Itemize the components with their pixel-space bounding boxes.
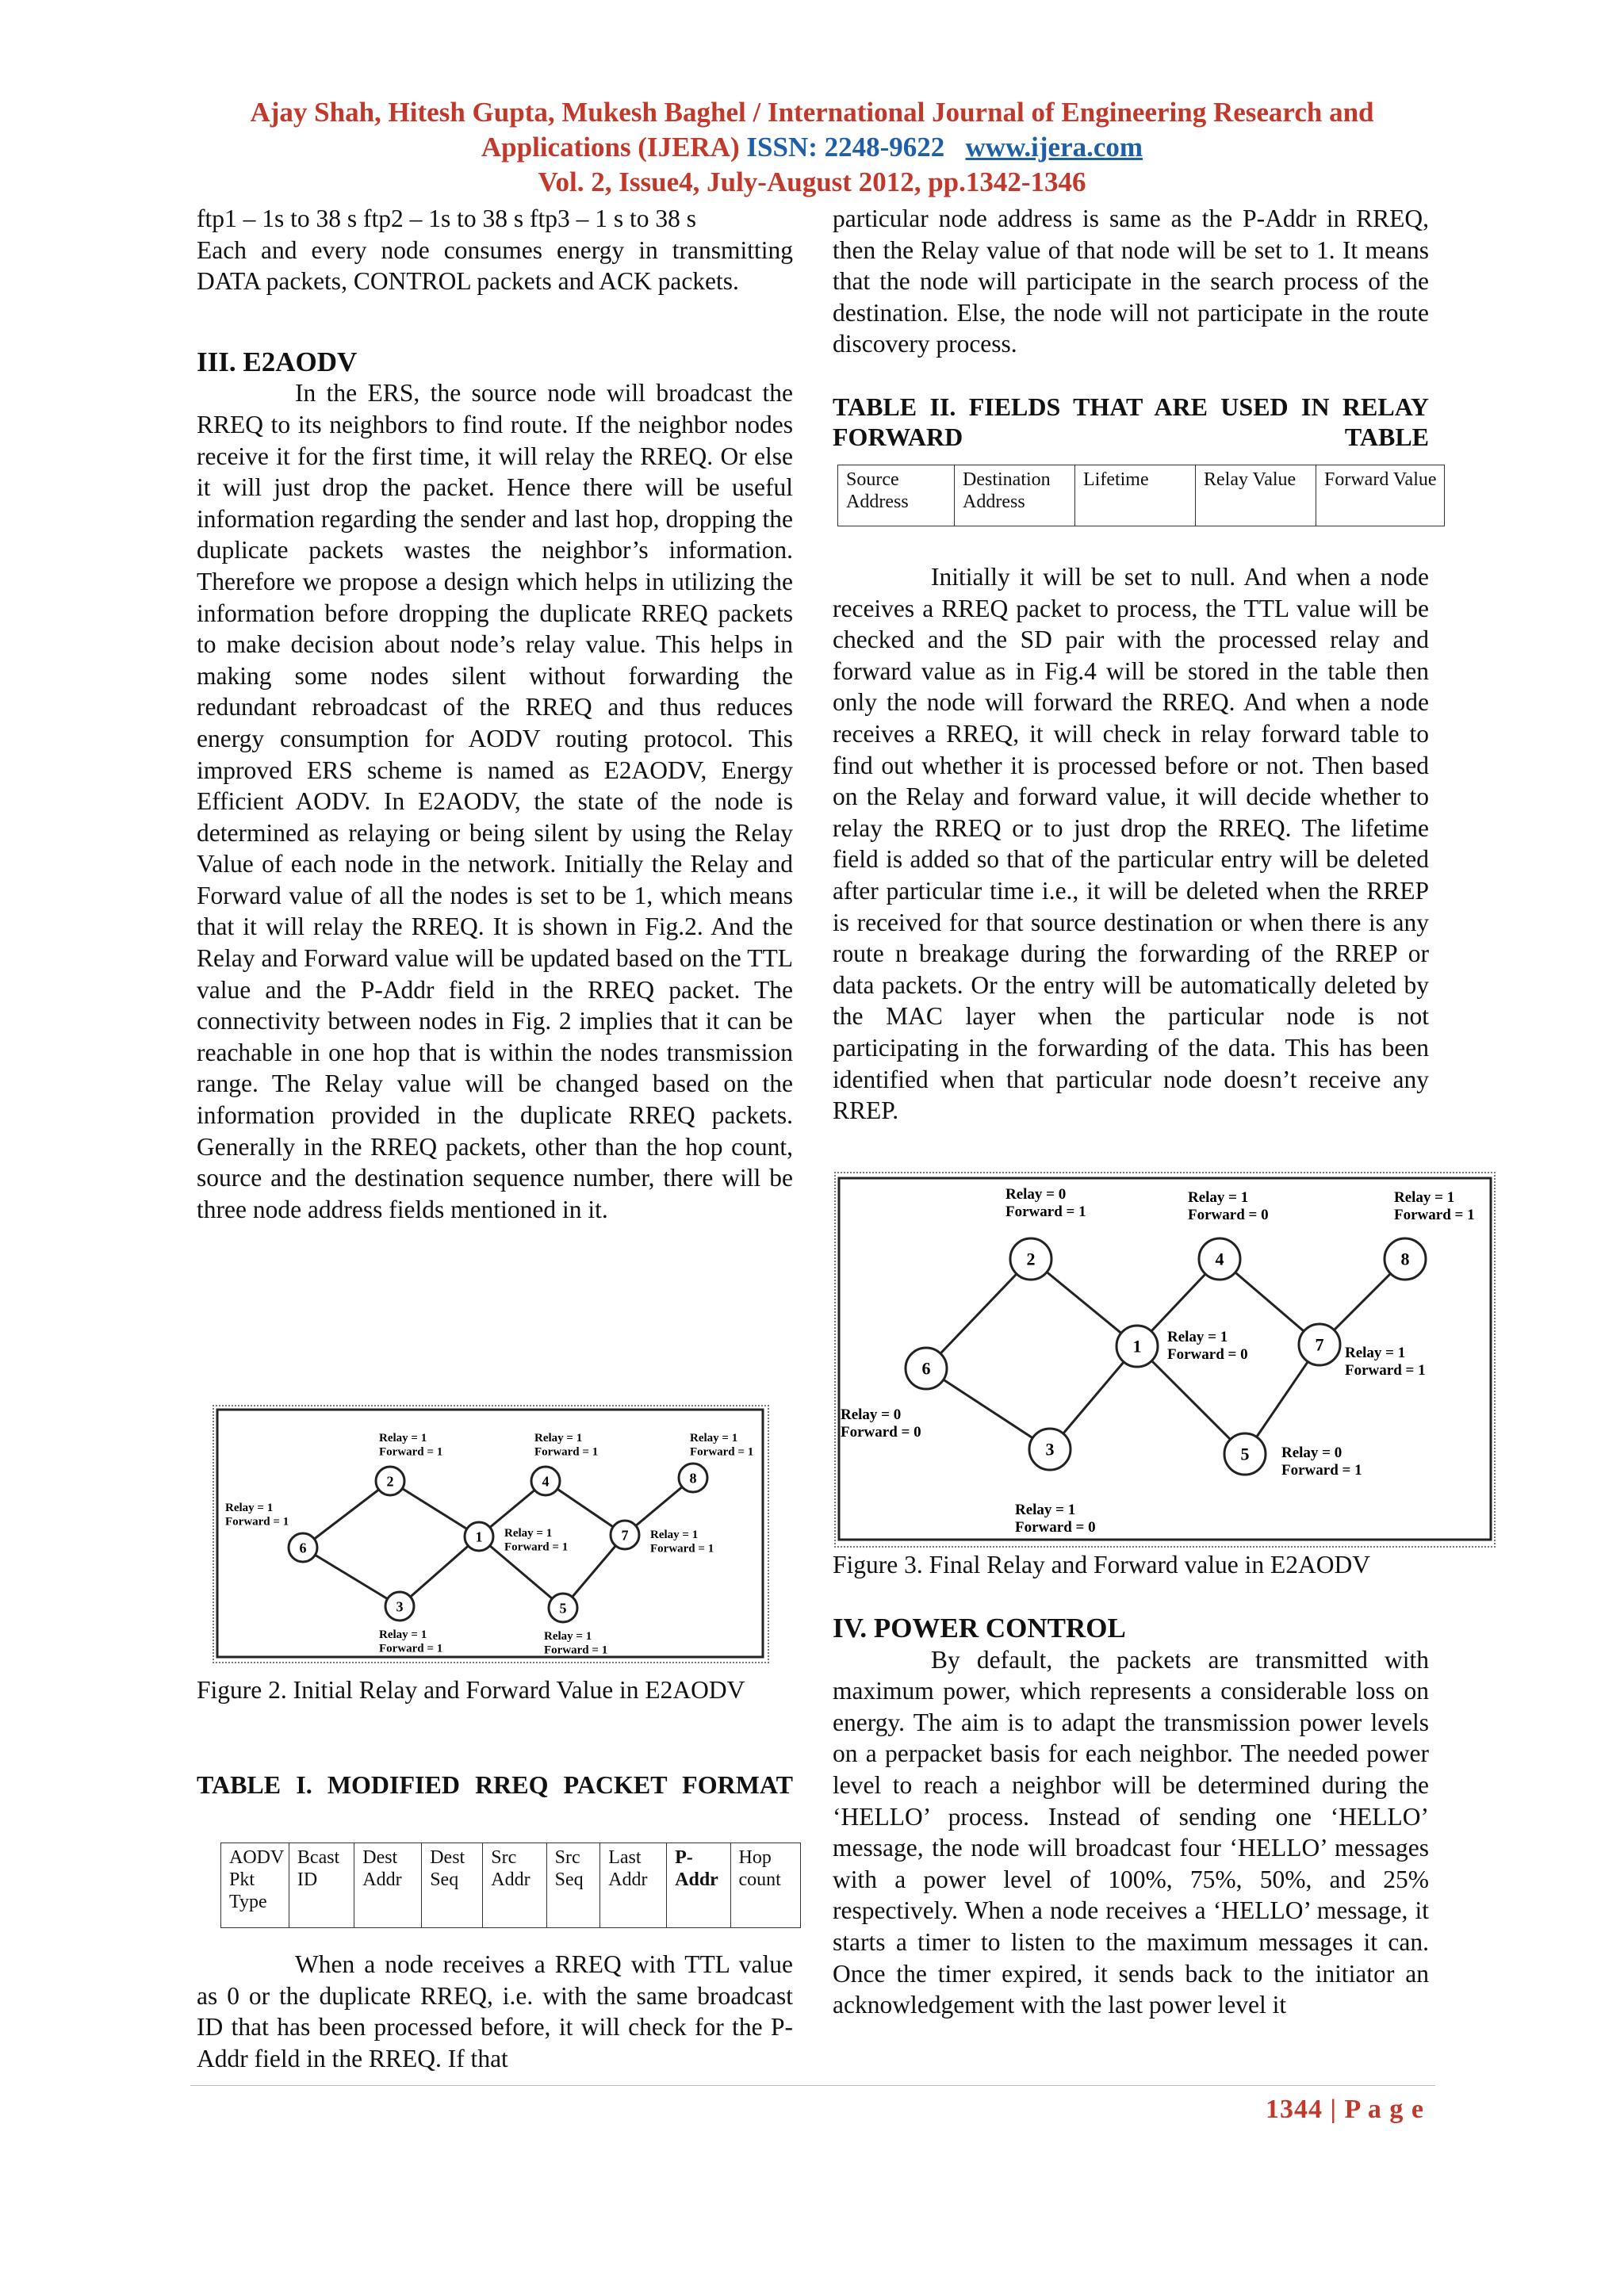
- energy-paragraph: Each and every node consumes energy in transmitting DATA packets, CONTROL packets and ACK packets.: [197, 235, 793, 296]
- table-row: [221, 1843, 801, 1928]
- node-5-id: 5: [559, 1600, 567, 1617]
- node-6-id: 6: [921, 1358, 931, 1379]
- node-1-id: 1: [1132, 1336, 1142, 1357]
- figure-3-network-diagram: [836, 1173, 1494, 1546]
- table-cell: Lifetime: [1075, 465, 1196, 526]
- node-2-relay-label: Relay = 1: [379, 1432, 427, 1445]
- right-column-top: particular node address is same as the P-Addr in RREQ, then the Relay value of that node will be set to 1. It means that the node will participate in the search process of the destination. Else, the node will not participate in the route discovery process.: [833, 205, 1429, 358]
- node-6-relay-label: Relay = 1: [225, 1502, 274, 1514]
- node-3-relay-label: Relay = 1: [379, 1628, 427, 1641]
- table-cell: Src Addr: [483, 1843, 546, 1928]
- figure-3-caption: Figure 3. Final Relay and Forward value in E2AODV: [833, 1551, 1371, 1578]
- left-column-top: [197, 203, 793, 1225]
- node-3-id: 3: [1045, 1439, 1055, 1460]
- node-1-forward-label: Forward = 1: [504, 1540, 569, 1554]
- node-6-forward-label: Forward = 1: [225, 1515, 289, 1529]
- node-1-relay-label: Relay = 1: [1167, 1329, 1228, 1345]
- node-7-id: 7: [621, 1527, 629, 1544]
- header-authors-line: Ajay Shah, Hitesh Gupta, Mukesh Baghel / International Journal of Engineering Research and: [250, 97, 1374, 128]
- table-cell: Hop count: [730, 1843, 801, 1928]
- fig3-nodes: [841, 1186, 1475, 1536]
- node-6-id: 6: [299, 1540, 307, 1556]
- node-8-id: 8: [689, 1470, 697, 1487]
- power-control-paragraph: By default, the packets are transmitted with maximum power, which represents a considerable loss on energy. The aim is to adapt the transmission power levels on a perpacket basis for each neighbor. The needed power level to reach a neighbor will be determined during the ‘HELLO’ process. Instead of sending one ‘HELLO’ message, the node will broadcast four ‘HELLO’ messages with a power level of 100%, 75%, 50%, and 25% respectively. When a node receives a ‘HELLO’ message, it starts a timer to listen to the maximum messages it can. Once the timer expired, it sends back to the initiator an acknowledgement with the last power level it: [833, 1645, 1429, 2019]
- table-cell: Src Seq: [546, 1843, 600, 1928]
- fig2-nodes: [225, 1432, 753, 1656]
- table-cell: Forward Value: [1316, 465, 1445, 526]
- node-4-id: 4: [1215, 1249, 1224, 1269]
- node-8-forward-label: Forward = 1: [1394, 1206, 1475, 1223]
- node-5-relay-label: Relay = 1: [544, 1630, 592, 1643]
- figure-3: [834, 1172, 1496, 1548]
- table-1-caption: TABLE I. MODIFIED RREQ PACKET FORMAT: [197, 1770, 793, 1799]
- header-journal-line: Applications (IJERA) ISSN: 2248-9622 www.ijera.com: [481, 132, 1143, 163]
- node-8-relay-label: Relay = 1: [690, 1432, 738, 1445]
- node-5-id: 5: [1240, 1444, 1250, 1464]
- section-4-title: IV. POWER CONTROL: [833, 1613, 1126, 1644]
- table-cell: AODV Pkt Type: [221, 1843, 289, 1928]
- node-4-forward-label: Forward = 0: [1188, 1206, 1269, 1223]
- right-column-bottom: [833, 1613, 1429, 2021]
- node-2-id: 2: [386, 1473, 394, 1490]
- node-5-forward-label: Forward = 1: [544, 1644, 608, 1657]
- node-6-relay-label: Relay = 0: [841, 1406, 902, 1423]
- node-1-forward-label: Forward = 0: [1167, 1345, 1248, 1363]
- node-7-forward-label: Forward = 1: [650, 1542, 714, 1556]
- table-1-rreq-format: [220, 1843, 801, 1928]
- node-3-id: 3: [396, 1598, 404, 1615]
- node-3-forward-label: Forward = 1: [379, 1642, 443, 1655]
- node-4-id: 4: [542, 1473, 550, 1490]
- node-4-relay-label: Relay = 1: [534, 1432, 583, 1445]
- figure-2: [213, 1405, 769, 1663]
- journal-header: [159, 95, 1465, 200]
- node-7-id: 7: [1315, 1334, 1324, 1355]
- table-2-caption: TABLE II. FIELDS THAT ARE USED IN RELAY FORWARD TABLE: [833, 392, 1429, 451]
- table-row: [838, 465, 1445, 526]
- node-2-forward-label: Forward = 1: [1005, 1203, 1086, 1220]
- figure-2-network-diagram: [214, 1406, 768, 1662]
- node-7-relay-label: Relay = 1: [650, 1529, 699, 1541]
- node-2-forward-label: Forward = 1: [379, 1445, 443, 1459]
- page-number: 1344 | P a g e: [1266, 2095, 1424, 2124]
- node-8-relay-label: Relay = 1: [1394, 1189, 1455, 1206]
- node-8-forward-label: Forward = 1: [690, 1445, 754, 1459]
- table-cell: Relay Value: [1196, 465, 1316, 526]
- node-5-forward-label: Forward = 1: [1281, 1461, 1362, 1479]
- node-2-id: 2: [1026, 1249, 1036, 1269]
- table-cell: Bcast ID: [289, 1843, 354, 1928]
- footer-divider: [190, 2085, 1435, 2086]
- journal-url-link[interactable]: www.ijera.com: [965, 132, 1143, 163]
- header-volume-line: Vol. 2, Issue4, July-August 2012, pp.1342-1346: [538, 166, 1086, 197]
- e2aodv-paragraph: In the ERS, the source node will broadcast the RREQ to its neighbors to find route. If the neighbor nodes receive it for the first time, it will relay the RREQ. Or else it will just drop the packet. Hence there will be useful information regarding the sender and last hop, dropping the duplicate packets wastes the neighbor’s information. Therefore we propose a design which helps in utilizing the information before dropping the duplicate RREQ packets to make decision about node’s relay value. This helps in making some nodes silent without forwarding the redundant rebroadcast of the RREQ and thus reduces energy consumption for AODV routing protocol. This improved ERS scheme is named as E2AODV, Energy Efficient AODV. In E2AODV, the state of the node is determined as relaying or being silent by using the Relay Value of each node in the network. Initially the Relay and Forward value of all the nodes is set to be 1, which means that it will relay the RREQ. It is shown in Fig.2. And the Relay and Forward value will be updated based on the TTL value and the P-Addr field in the RREQ packet. The connectivity between nodes in Fig. 2 implies that it can be reachable in one hop that is within the nodes transmission range. The Relay value will be changed based on the information provided in the duplicate RREQ packets. Generally in the RREQ packets, other than the hop count, source and the destination sequence number, there will be three node address fields mentioned in it.: [197, 379, 793, 1223]
- table-cell: P-Addr: [667, 1843, 730, 1928]
- issn: ISSN: 2248-9622: [746, 132, 945, 163]
- table-cell: Source Address: [838, 465, 955, 526]
- table-cell: Dest Seq: [422, 1843, 483, 1928]
- figure-2-caption: Figure 2. Initial Relay and Forward Value in E2AODV: [197, 1676, 745, 1704]
- node-7-relay-label: Relay = 1: [1345, 1345, 1406, 1361]
- table-cell: Destination Address: [955, 465, 1075, 526]
- table-cell: Last Addr: [600, 1843, 667, 1928]
- node-1-relay-label: Relay = 1: [504, 1527, 553, 1540]
- table-cell: Dest Addr: [354, 1843, 422, 1928]
- node-8-id: 8: [1400, 1249, 1410, 1269]
- node-2-relay-label: Relay = 0: [1005, 1186, 1067, 1203]
- table-2-relay-forward: [837, 465, 1445, 526]
- node-4-relay-label: Relay = 1: [1188, 1189, 1249, 1206]
- relay-table-paragraph: Initially it will be set to null. And when a node receives a RREQ packet to process, the TTL value will be checked and the SD pair with the processed relay and forward value as in Fig.4 will be stored in the table then only the node will forward the RREQ. And when a node receives a RREQ, it will check in relay forward table to find out whether it is processed before or not. Then based on the Relay and forward value, it will decide whether to relay the RREQ or to just drop the RREQ. The lifetime field is added so that of the particular entry will be deleted after particular time i.e., it will be deleted when the RREP is received for that source destination or when there is any route n breakage during the forwarding of the RREP or data packets. Or the entry will be automatically deleted by the MAC layer when the particular node is not participating in the forwarding of the data. This has been identified when that particular node doesn’t receive any RREP.: [833, 563, 1429, 1125]
- node-1-id: 1: [475, 1529, 483, 1545]
- node-3-forward-label: Forward = 0: [1015, 1518, 1096, 1536]
- node-7-forward-label: Forward = 1: [1345, 1361, 1426, 1379]
- node-4-forward-label: Forward = 1: [534, 1445, 599, 1459]
- section-3-title: III. E2AODV: [197, 346, 358, 377]
- node-6-forward-label: Forward = 0: [841, 1423, 921, 1441]
- ftp-timing-text: ftp1 – 1s to 38 s ftp2 – 1s to 38 s ftp3 – 1 s to 38 s: [197, 205, 697, 232]
- node-3-relay-label: Relay = 1: [1015, 1502, 1076, 1518]
- rreq-ttl-paragraph: When a node receives a RREQ with TTL value as 0 or the duplicate RREQ, i.e. with the same broadcast ID that has been processed before, it will check for the P-Addr field in the RREQ. If that: [197, 1950, 793, 2072]
- node-5-relay-label: Relay = 0: [1281, 1445, 1342, 1461]
